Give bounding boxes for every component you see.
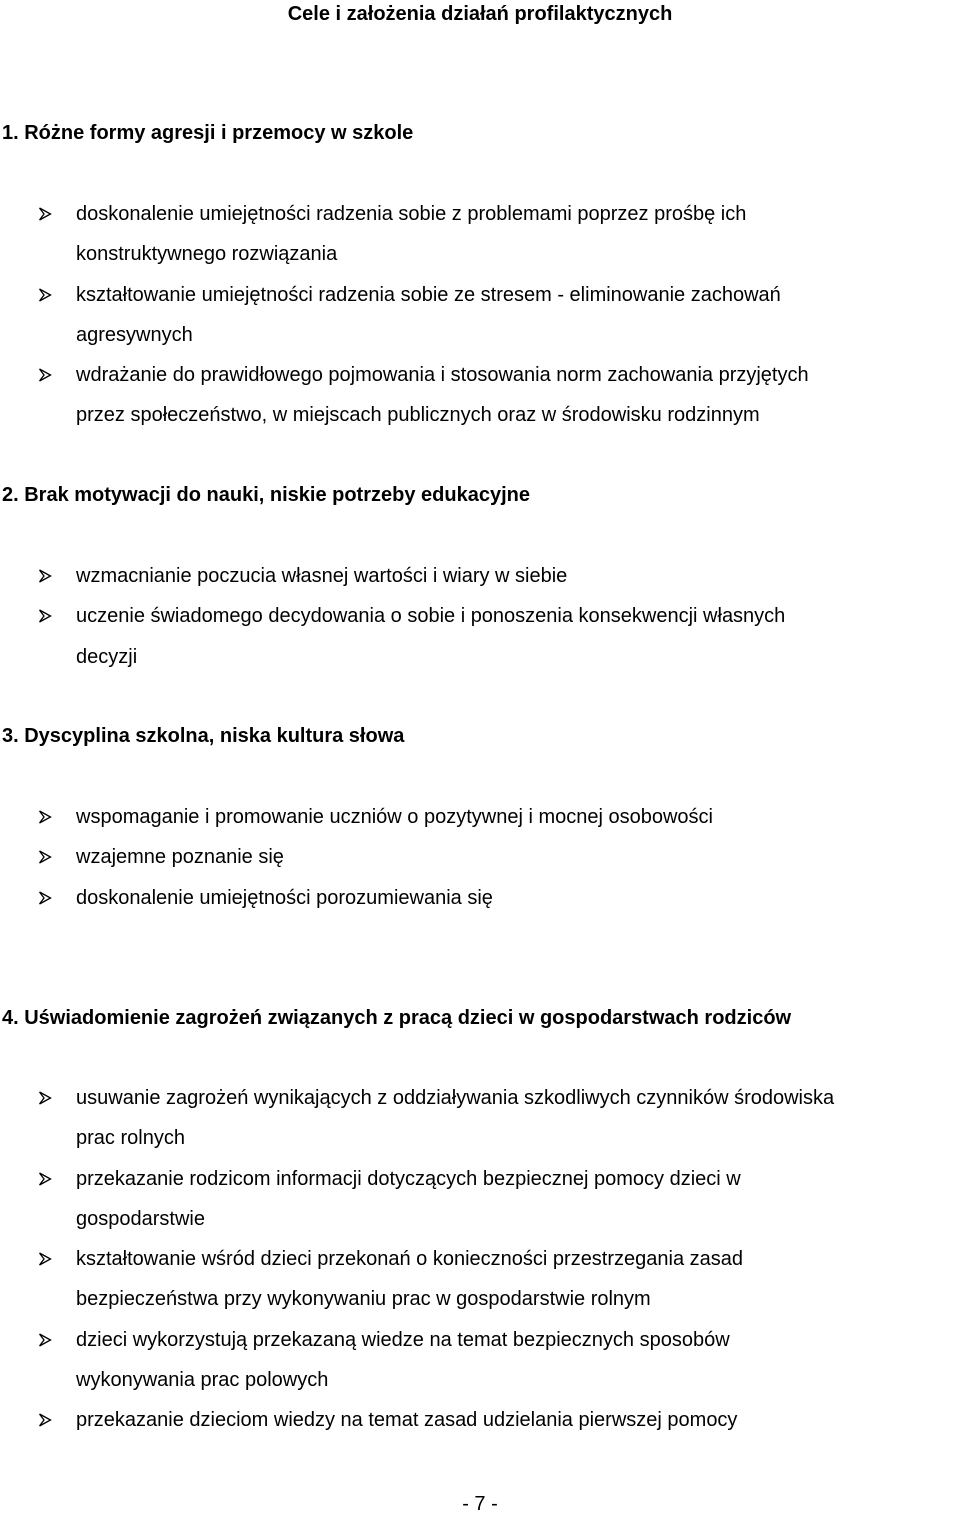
section-heading-1: 1. Różne formy agresji i przemocy w szkole — [2, 122, 414, 144]
list-item-line: wspomaganie i promowanie uczniów o pozytywnej i mocnej osobowości — [76, 806, 713, 828]
page-number: - 7 - — [462, 1493, 498, 1515]
list-item — [0, 878, 960, 918]
list-item-line: kształtowanie wśród dzieci przekonań o konieczności przestrzegania zasad — [76, 1248, 744, 1271]
arrowhead-bullet-icon — [38, 1091, 52, 1105]
list-item-line: wykonywania prac polowych — [76, 1369, 329, 1392]
list-item-line: prac rolnych — [76, 1127, 185, 1150]
list-item — [0, 556, 960, 596]
list-item — [0, 1239, 960, 1320]
list-item-line: doskonalenie umiejętności radzenia sobie z problemami poprzez prośbę ich — [76, 203, 747, 225]
list-item — [0, 355, 960, 436]
list-item — [0, 1159, 960, 1240]
arrowhead-bullet-icon — [38, 810, 52, 824]
section-heading-3: 3. Dyscyplina szkolna, niska kultura słowa — [2, 725, 405, 747]
list-item-line: gospodarstwie — [76, 1207, 205, 1230]
section-4-list — [0, 1078, 960, 1441]
arrowhead-bullet-icon — [38, 1333, 52, 1347]
list-item — [0, 797, 960, 837]
section-heading-2: 2. Brak motywacji do nauki, niskie potrzeby edukacyjne — [2, 484, 530, 506]
list-item-line: wzajemne poznanie się — [76, 846, 284, 869]
arrowhead-bullet-icon — [38, 288, 52, 302]
arrowhead-bullet-icon — [38, 850, 52, 864]
list-item-line: bezpieczeństwa przy wykonywaniu prac w gospodarstwie rolnym — [76, 1288, 651, 1311]
arrowhead-bullet-icon — [38, 1252, 52, 1266]
section-1-list — [0, 194, 960, 436]
arrowhead-bullet-icon — [38, 891, 52, 905]
list-item — [0, 596, 960, 677]
list-item-line: uczenie świadomego decydowania o sobie i ponoszenia konsekwencji własnych — [76, 605, 786, 628]
list-item-line: wdrażanie do prawidłowego pojmowania i stosowania norm zachowania przyjętych — [76, 364, 809, 387]
list-item-line: przekazanie dzieciom wiedzy na temat zasad udzielania pierwszej pomocy — [76, 1409, 738, 1432]
list-item — [0, 275, 960, 356]
arrowhead-bullet-icon — [38, 368, 52, 382]
list-item-line: przekazanie rodzicom informacji dotyczących bezpiecznej pomocy dzieci w — [76, 1167, 741, 1190]
arrowhead-bullet-icon — [38, 609, 52, 623]
list-item-line: wzmacnianie poczucia własnej wartości i wiary w siebie — [76, 565, 568, 587]
list-item-line: usuwanie zagrożeń wynikających z oddziaływania szkodliwych czynników środowiska — [76, 1087, 835, 1109]
list-item-line: konstruktywnego rozwiązania — [76, 243, 338, 266]
list-item-line: doskonalenie umiejętności porozumiewania się — [76, 886, 493, 909]
page-title: Cele i założenia działań profilaktycznych — [287, 3, 673, 25]
list-item-line: przez społeczeństwo, w miejscach publicznych oraz w środowisku rodzinnym — [76, 404, 760, 427]
list-item — [0, 1400, 960, 1440]
list-item — [0, 1320, 960, 1401]
arrowhead-bullet-icon — [38, 569, 52, 583]
arrowhead-bullet-icon — [38, 207, 52, 221]
list-item-line: kształtowanie umiejętności radzenia sobie ze stresem - eliminowanie zachowań — [76, 283, 781, 306]
section-heading-4: 4. Uświadomienie zagrożeń związanych z pracą dzieci w gospodarstwach rodziców — [2, 1007, 792, 1029]
arrowhead-bullet-icon — [38, 1413, 52, 1427]
list-item-line: decyzji — [76, 645, 138, 668]
list-item-line: agresywnych — [76, 323, 193, 346]
arrowhead-bullet-icon — [38, 1172, 52, 1186]
section-3-list — [0, 797, 960, 918]
list-item — [0, 1078, 960, 1159]
list-item — [0, 837, 960, 877]
section-2-list — [0, 556, 960, 677]
list-item — [0, 194, 960, 275]
list-item-line: dzieci wykorzystują przekazaną wiedze na temat bezpiecznych sposobów — [76, 1328, 730, 1351]
